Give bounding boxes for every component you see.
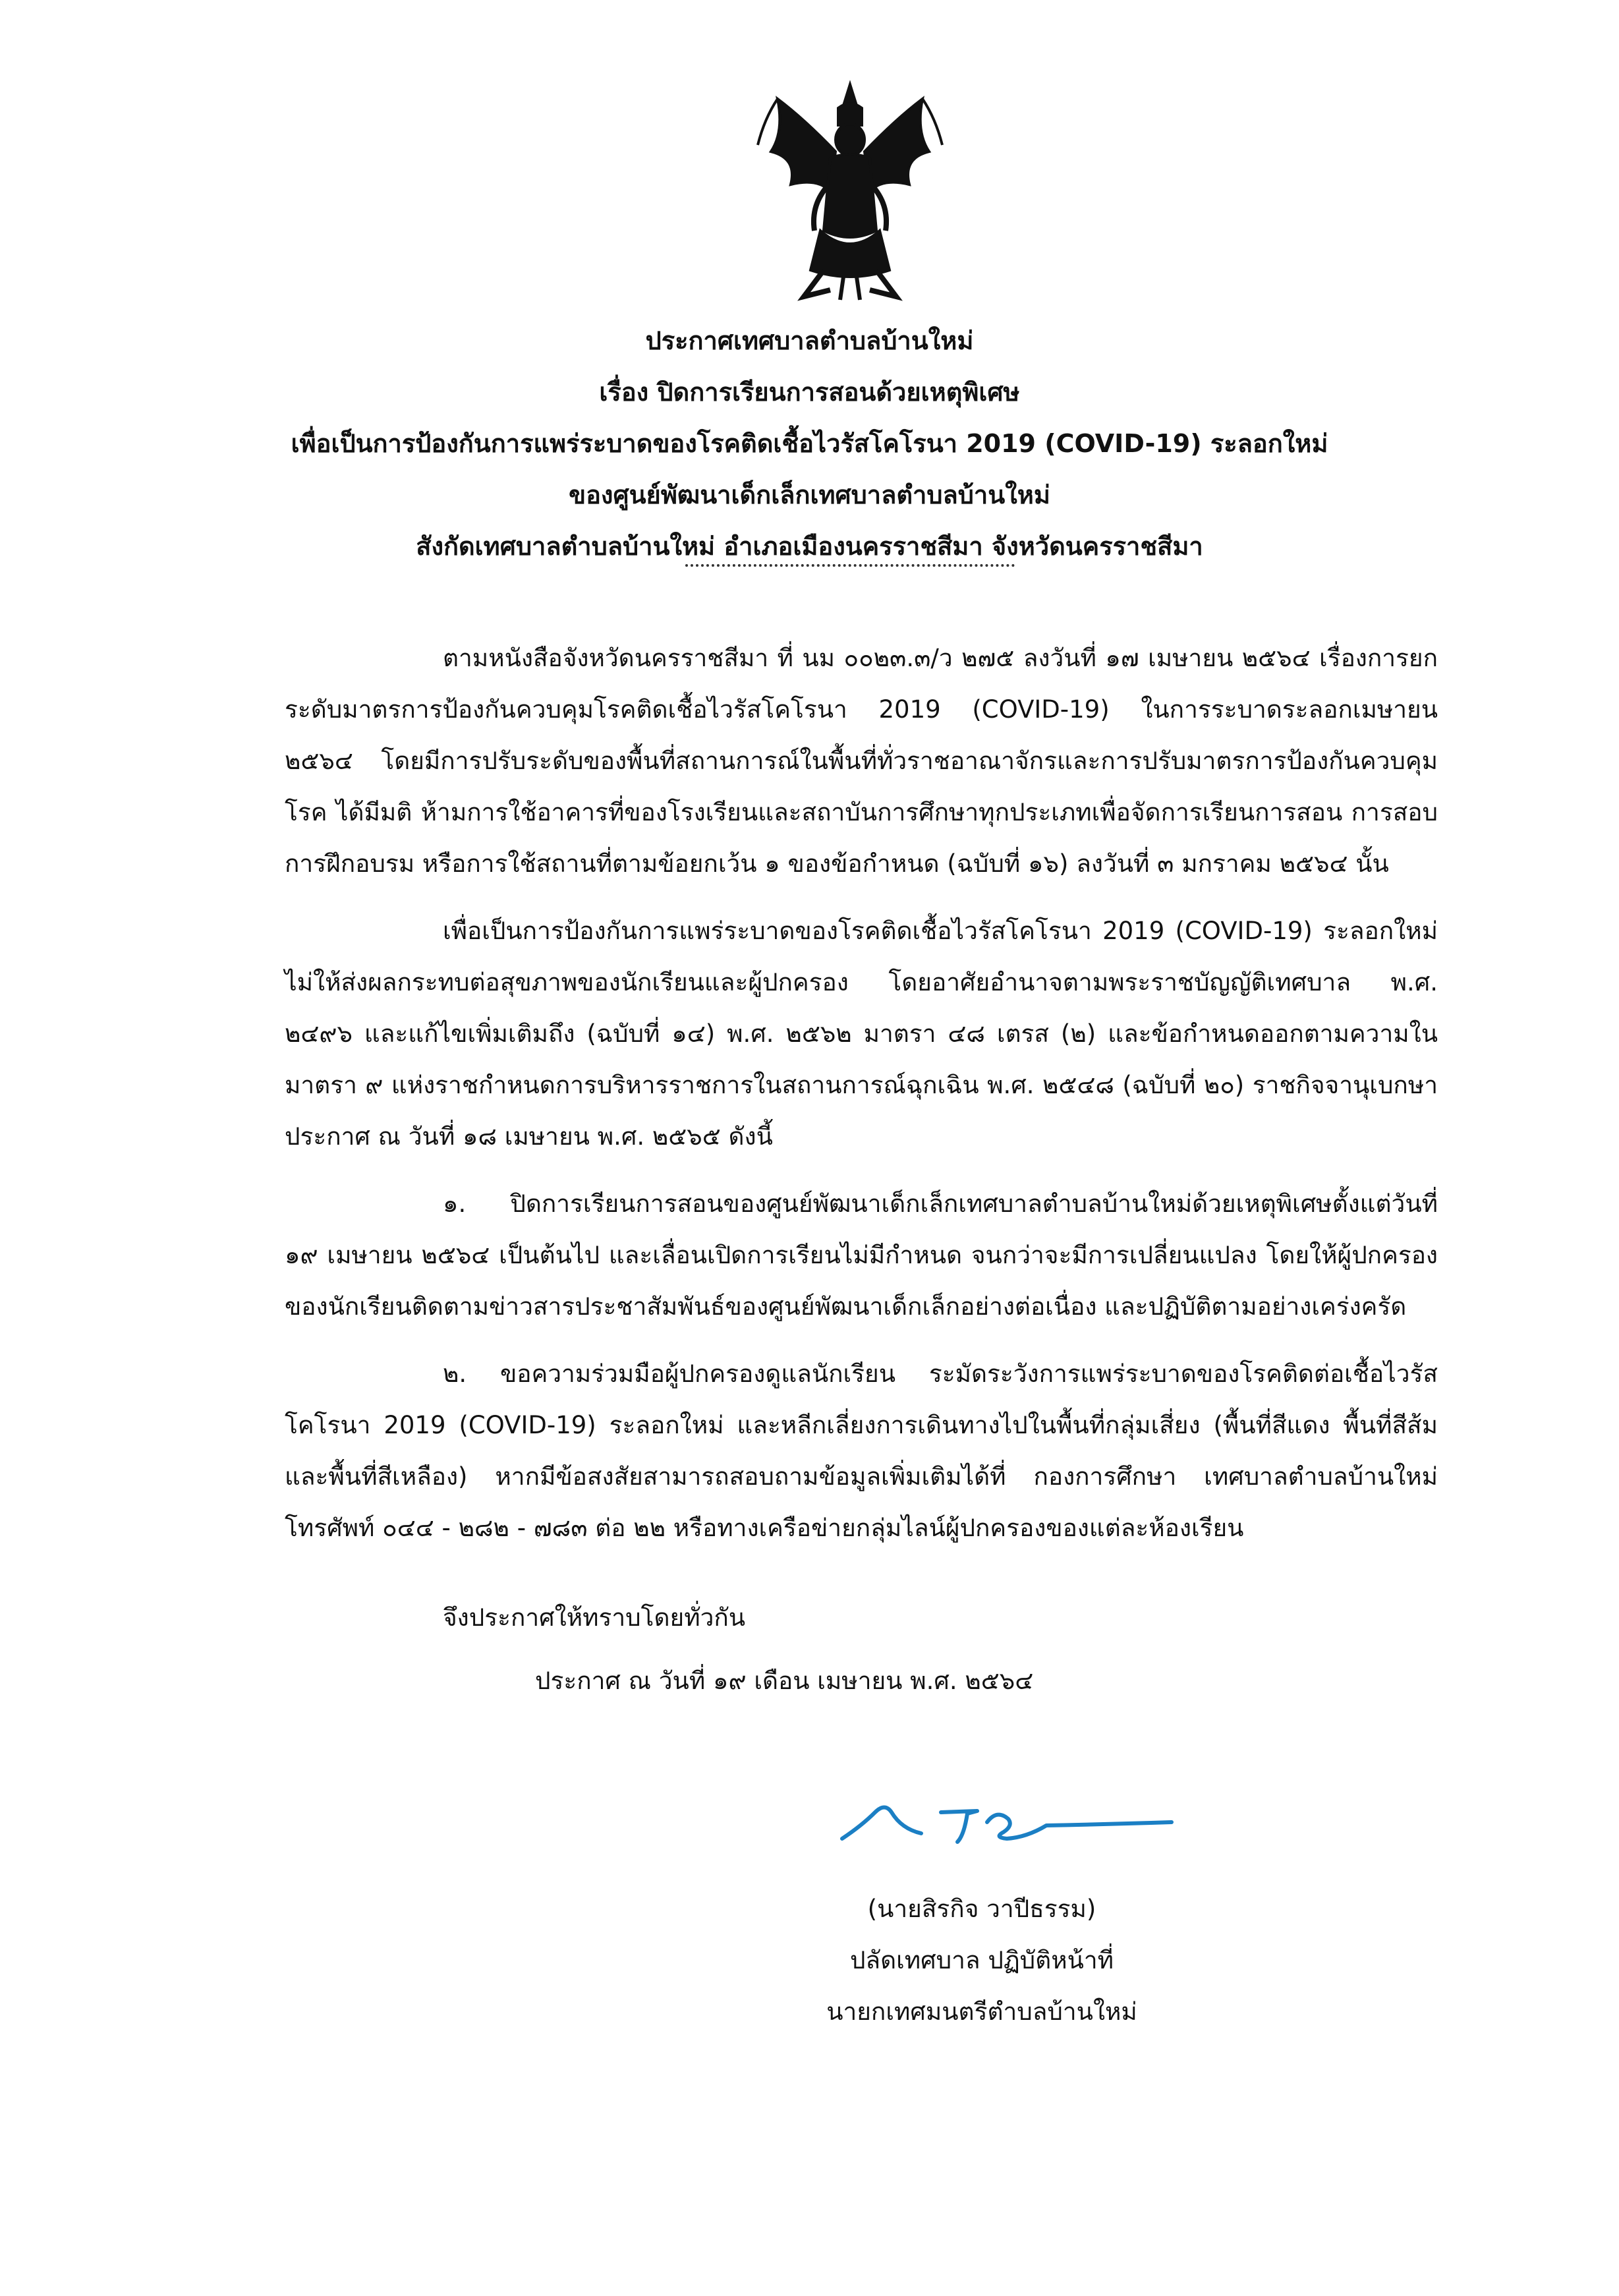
signer-position: ปลัดเทศบาล ปฏิบัติหน้าที่ [849, 1946, 1114, 1974]
paragraph-reference: ตามหนังสือจังหวัดนครราชสีมา ที่ นม ๐๐๒๓.๓/ว ๒๗๕ ลงวันที่ ๑๗ เมษายน ๒๕๖๔ เรื่องการยกระดับมาตรการป้องกันควบคุมโรคติดเชื้อไวรัสโคโรนา 2019 (COVID-19) ในการระบาดระลอกเมษายน ๒๕๖๔ โดยมีการปรับระดับของพื้นที่สถานการณ์ในพื้นที่ทั่วราชอาณาจักรและการปรับมาตรการป้องกันควบคุมโรค ได้มีมติ ห้ามการใช้อาคารที่ของโรงเรียนและสถาบันการศึกษาทุกประเภทเพื่อจัดการเรียนการสอน การสอบ การฝึกอบรม หรือการใช้สถานที่ตามข้อยกเว้น ๑ ของข้อกำหนด (ฉบับที่ ๑๖) ลงวันที่ ๓ มกราคม ๒๕๖๔ นั้น [285, 644, 1438, 878]
issuer-title: ประกาศเทศบาลตำบลบ้านใหม่ [645, 326, 974, 355]
signer-name: (นายสิรกิจ วาปีธรรม) [867, 1895, 1096, 1923]
garuda-emblem-icon [751, 79, 949, 303]
paragraph-item-1: ๑. ปิดการเรียนการสอนของศูนย์พัฒนาเด็กเล็กเทศบาลตำบลบ้านใหม่ด้วยเหตุพิเศษตั้งแต่วันที่ ๑๙ เมษายน ๒๕๖๔ เป็นต้นไป และเลื่อนเปิดการเรียนไม่มีกำหนด จนกว่าจะมีการเปลี่ยนแปลง โดยให้ผู้ปกครองของนักเรียนติดตามข่าวสารประชาสัมพันธ์ของศูนย์พัฒนาเด็กเล็กอย่างต่อเนื่อง และปฏิบัติตามอย่างเคร่งครัด [285, 1190, 1438, 1321]
signer-block [778, 1883, 1186, 2038]
announcement-header [198, 315, 1421, 572]
announcement-body [285, 633, 1438, 1570]
purpose-line: เพื่อเป็นการป้องกันการแพร่ระบาดของโรคติดเชื้อไวรัสโคโรนา 2019 (COVID-19) ระลอกใหม่ [291, 429, 1328, 458]
handwritten-signature [836, 1786, 1178, 1865]
affiliation-line: สังกัดเทศบาลตำบลบ้านใหม่ อำเภอเมืองนครราชสีมา จังหวัดนครราชสีมา [416, 532, 1203, 561]
signer-acting-position: นายกเทศมนตรีตำบลบ้านใหม่ [826, 1997, 1137, 2026]
center-line: ของศูนย์พัฒนาเด็กเล็กเทศบาลตำบลบ้านใหม่ [569, 480, 1050, 509]
paragraph-authority: เพื่อเป็นการป้องกันการแพร่ระบาดของโรคติดเชื้อไวรัสโคโรนา 2019 (COVID-19) ระลอกใหม่ ไม่ให้ส่งผลกระทบต่อสุขภาพของนักเรียนและผู้ปกครอง โดยอาศัยอำนาจตามพระราชบัญญัติเทศบาล พ.ศ. ๒๔๙๖ และแก้ไขเพิ่มเติมถึง (ฉบับที่ ๑๔) พ.ศ. ๒๕๖๒ มาตรา ๔๘ เตรส (๒) และข้อกำหนดออกตามความในมาตรา ๙ แห่งราชกำหนดการบริหารราชการในสถานการณ์ฉุกเฉิน พ.ศ. ๒๕๔๘ (ฉบับที่ ๒๐) ราชกิจจานุเบกษา ประกาศ ณ วันที่ ๑๘ เมษายน พ.ศ. ๒๕๖๕ ดังนี้ [285, 917, 1438, 1151]
header-separator [685, 564, 1015, 567]
closing-statement: จึงประกาศให้ทราบโดยทั่วกัน [443, 1603, 746, 1632]
announcement-date: ประกาศ ณ วันที่ ๑๙ เดือน เมษายน พ.ศ. ๒๕๖๔ [535, 1667, 1034, 1695]
subject-line: เรื่อง ปิดการเรียนการสอนด้วยเหตุพิเศษ [599, 378, 1020, 407]
paragraph-item-2: ๒. ขอความร่วมมือผู้ปกครองดูแลนักเรียน ระมัดระวังการแพร่ระบาดของโรคติดต่อเชื้อไวรัสโคโรนา 2019 (COVID-19) ระลอกใหม่ และหลีกเลี่ยงการเดินทางไปในพื้นที่กลุ่มเสี่ยง (พื้นที่สีแดง พื้นที่สีส้ม และพื้นที่สีเหลือง) หากมีข้อสงสัยสามารถสอบถามข้อมูลเพิ่มเติมได้ที่ กองการศึกษา เทศบาลตำบลบ้านใหม่ โทรศัพท์ ๐๔๔ - ๒๘๒ - ๗๘๓ ต่อ ๒๒ หรือทางเครือข่ายกลุ่มไลน์ผู้ปกครองของแต่ละห้องเรียน [285, 1360, 1438, 1542]
